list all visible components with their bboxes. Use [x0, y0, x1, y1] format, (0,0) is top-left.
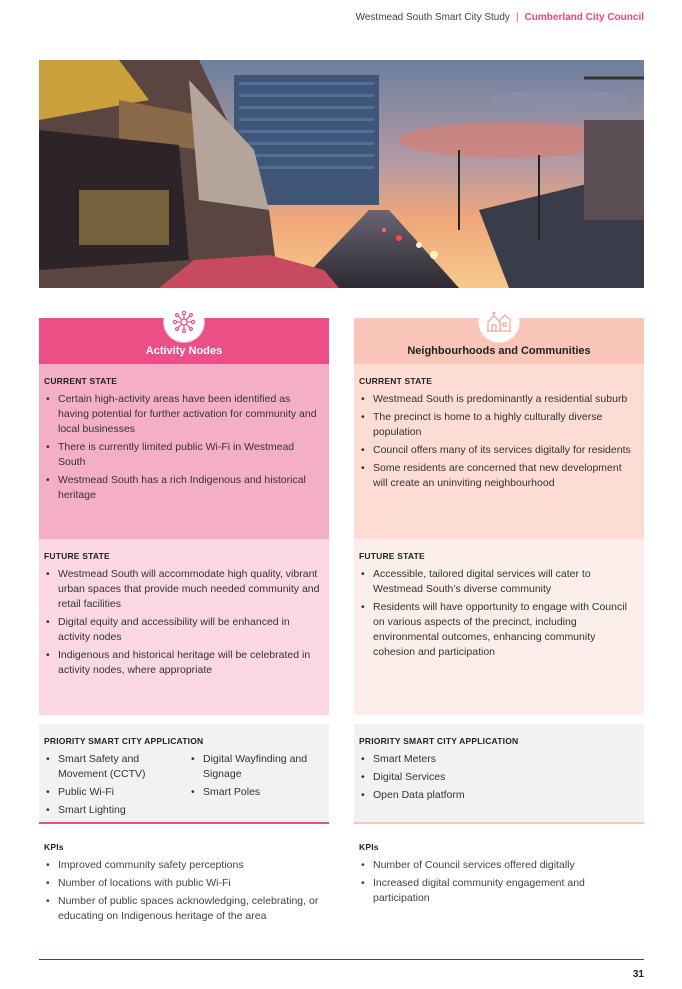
future-state-heading: FUTURE STATE: [44, 551, 110, 561]
current-state-heading: CURRENT STATE: [44, 376, 118, 386]
current-state-heading: CURRENT STATE: [359, 376, 433, 386]
list-item: • Westmead South has a rich Indigenous and historical heritage: [44, 473, 324, 503]
list-item: • Indigenous and historical heritage will be celebrated in activity nodes, where appropriate: [44, 648, 324, 678]
neighbourhoods-priority-applications: [354, 724, 644, 824]
list-item: • The precinct is home to a highly culturally diverse population: [359, 410, 639, 440]
list-item: • Westmead South is predominantly a residential suburb: [359, 392, 639, 407]
activity-kpis: [39, 830, 329, 927]
footer-divider: [39, 959, 644, 960]
list-item: • Westmead South will accommodate high quality, vibrant urban spaces that provide much needed community and retail facilities: [44, 567, 324, 612]
activity-nodes-title: Activity Nodes: [39, 318, 329, 364]
list-item: • Number of locations with public Wi-Fi: [44, 876, 324, 891]
future-state-heading: FUTURE STATE: [359, 551, 425, 561]
list-item: • Smart Poles: [189, 785, 324, 800]
priority-heading: PRIORITY SMART CITY APPLICATION: [359, 736, 519, 746]
neighbourhoods-kpis: [354, 830, 644, 909]
list-item: • Digital equity and accessibility will be enhanced in activity nodes: [44, 615, 324, 645]
page-number: 31: [632, 969, 644, 980]
list-item: • Certain high-activity areas have been identified as having potential for further activation for community and local businesses: [44, 392, 324, 437]
list-item: • Some residents are concerned that new development will create an uninviting neighbourhood: [359, 461, 639, 491]
list-item: • Smart Safety and Movement (CCTV): [44, 752, 189, 782]
list-item: • Digital Wayfinding and Signage: [189, 752, 324, 782]
list-item: • Public Wi-Fi: [44, 785, 189, 800]
neighbourhoods-title: Neighbourhoods and Communities: [354, 318, 644, 364]
network-nodes-icon: [164, 302, 204, 342]
activity-future-state: [39, 539, 329, 715]
neighbourhoods-future-state: [354, 539, 644, 715]
list-item: • Residents will have opportunity to engage with Council on various aspects of the precinct, including environmental outcomes, enhancing community cohesion and participation: [359, 600, 639, 660]
list-item: • Accessible, tailored digital services will cater to Westmead South’s diverse community: [359, 567, 639, 597]
activity-current-state: [39, 364, 329, 539]
neighbourhoods-current-state: [354, 364, 644, 539]
kpi-heading: KPIs: [44, 842, 64, 852]
street-photo: [39, 60, 644, 288]
study-title: Westmead South Smart City Study: [355, 12, 510, 23]
list-item: • Improved community safety perceptions: [44, 858, 324, 873]
list-item: • Number of public spaces acknowledging, celebrating, or educating on Indigenous heritage of the area: [44, 894, 324, 924]
priority-heading: PRIORITY SMART CITY APPLICATION: [44, 736, 204, 746]
kpi-heading: KPIs: [359, 842, 379, 852]
council-name: Cumberland City Council: [524, 12, 644, 23]
list-item: • Open Data platform: [359, 788, 639, 803]
header-separator: |: [515, 12, 519, 23]
list-item: • Smart Meters: [359, 752, 639, 767]
list-item: • Council offers many of its services digitally for residents: [359, 443, 639, 458]
list-item: • Smart Lighting: [44, 803, 189, 818]
page-header: [356, 12, 644, 23]
list-item: • Increased digital community engagement and participation: [359, 876, 639, 906]
activity-priority-applications: [39, 724, 329, 824]
list-item: • There is currently limited public Wi-Fi in Westmead South: [44, 440, 324, 470]
list-item: • Digital Services: [359, 770, 639, 785]
list-item: • Number of Council services offered digitally: [359, 858, 639, 873]
houses-icon: [479, 302, 519, 342]
